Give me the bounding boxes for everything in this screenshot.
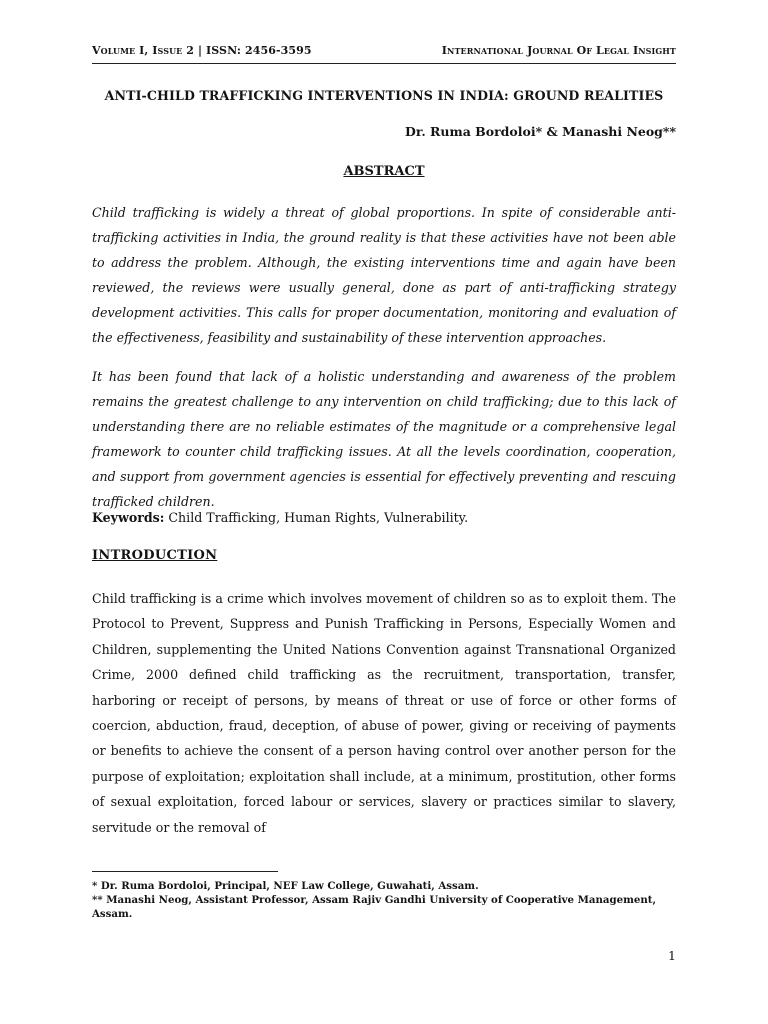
keywords-label: Keywords: [92, 510, 165, 525]
keywords-text: Child Trafficking, Human Rights, Vulnerability. [164, 510, 469, 525]
header-rule [92, 63, 676, 64]
abstract-paragraph: It has been found that lack of a holistic understanding and awareness of the problem remains the greatest challenge to any intervention on child trafficking; due to this lack of understanding there are no reliable estimates of the magnitude or a comprehensive legal framework to counter child trafficking issues. At all the levels coordination, cooperation, and support from government agencies is essential for effectively preventing and rescuing trafficked children. [92, 369, 676, 509]
footnotes [92, 879, 676, 922]
paper-authors: Dr. Ruma Bordoloi* & Manashi Neog** [405, 124, 676, 139]
running-header [92, 44, 676, 57]
header-journal-name: International Journal Of Legal Insight [441, 44, 676, 57]
footnote-item: * Dr. Ruma Bordoloi, Principal, NEF Law College, Guwahati, Assam. [92, 880, 479, 892]
keywords-line [92, 505, 676, 530]
footnote-rule [92, 871, 278, 872]
introduction-paragraph: Child trafficking is a crime which involves movement of children so as to exploit them. The Protocol to Prevent, Suppress and Punish Trafficking in Persons, Especially Women and Children, supplementing the United Nations Convention against Transnational Organized Crime, 2000 defined child trafficking as the recruitment, transportation, transfer, harboring or receipt of persons, by means of threat or use of force or other forms of coercion, abduction, fraud, deception, of abuse of power, giving or receiving of payments or benefits to achieve the consent of a person having control over another person for the purpose of exploitation; exploitation shall include, at a minimum, prostitution, other forms of sexual exploitation, forced labour or services, slavery or practices similar to slavery, servitude or the removal of [92, 591, 676, 835]
paper-title: ANTI-CHILD TRAFFICKING INTERVENTIONS IN INDIA: GROUND REALITIES [104, 88, 664, 103]
header-volume-issue: Volume I, Issue 2 | ISSN: 2456-3595 [92, 44, 312, 57]
introduction-heading: INTRODUCTION [92, 548, 218, 563]
page-number: 1 [668, 948, 676, 963]
abstract-paragraph: Child trafficking is widely a threat of global proportions. In spite of considerable anti-trafficking activities in India, the ground reality is that these activities have not been able to address the problem. Although, the existing interventions time and again have been reviewed, the reviews were usually general, done as part of anti-trafficking strategy development activities. This calls for proper documentation, monitoring and evaluation of the effectiveness, feasibility and sustainability of these intervention approaches. [92, 205, 676, 345]
footnote-item: ** Manashi Neog, Assistant Professor, Assam Rajiv Gandhi University of Cooperative Management, Assam. [92, 894, 656, 921]
abstract-heading: ABSTRACT [343, 164, 425, 179]
